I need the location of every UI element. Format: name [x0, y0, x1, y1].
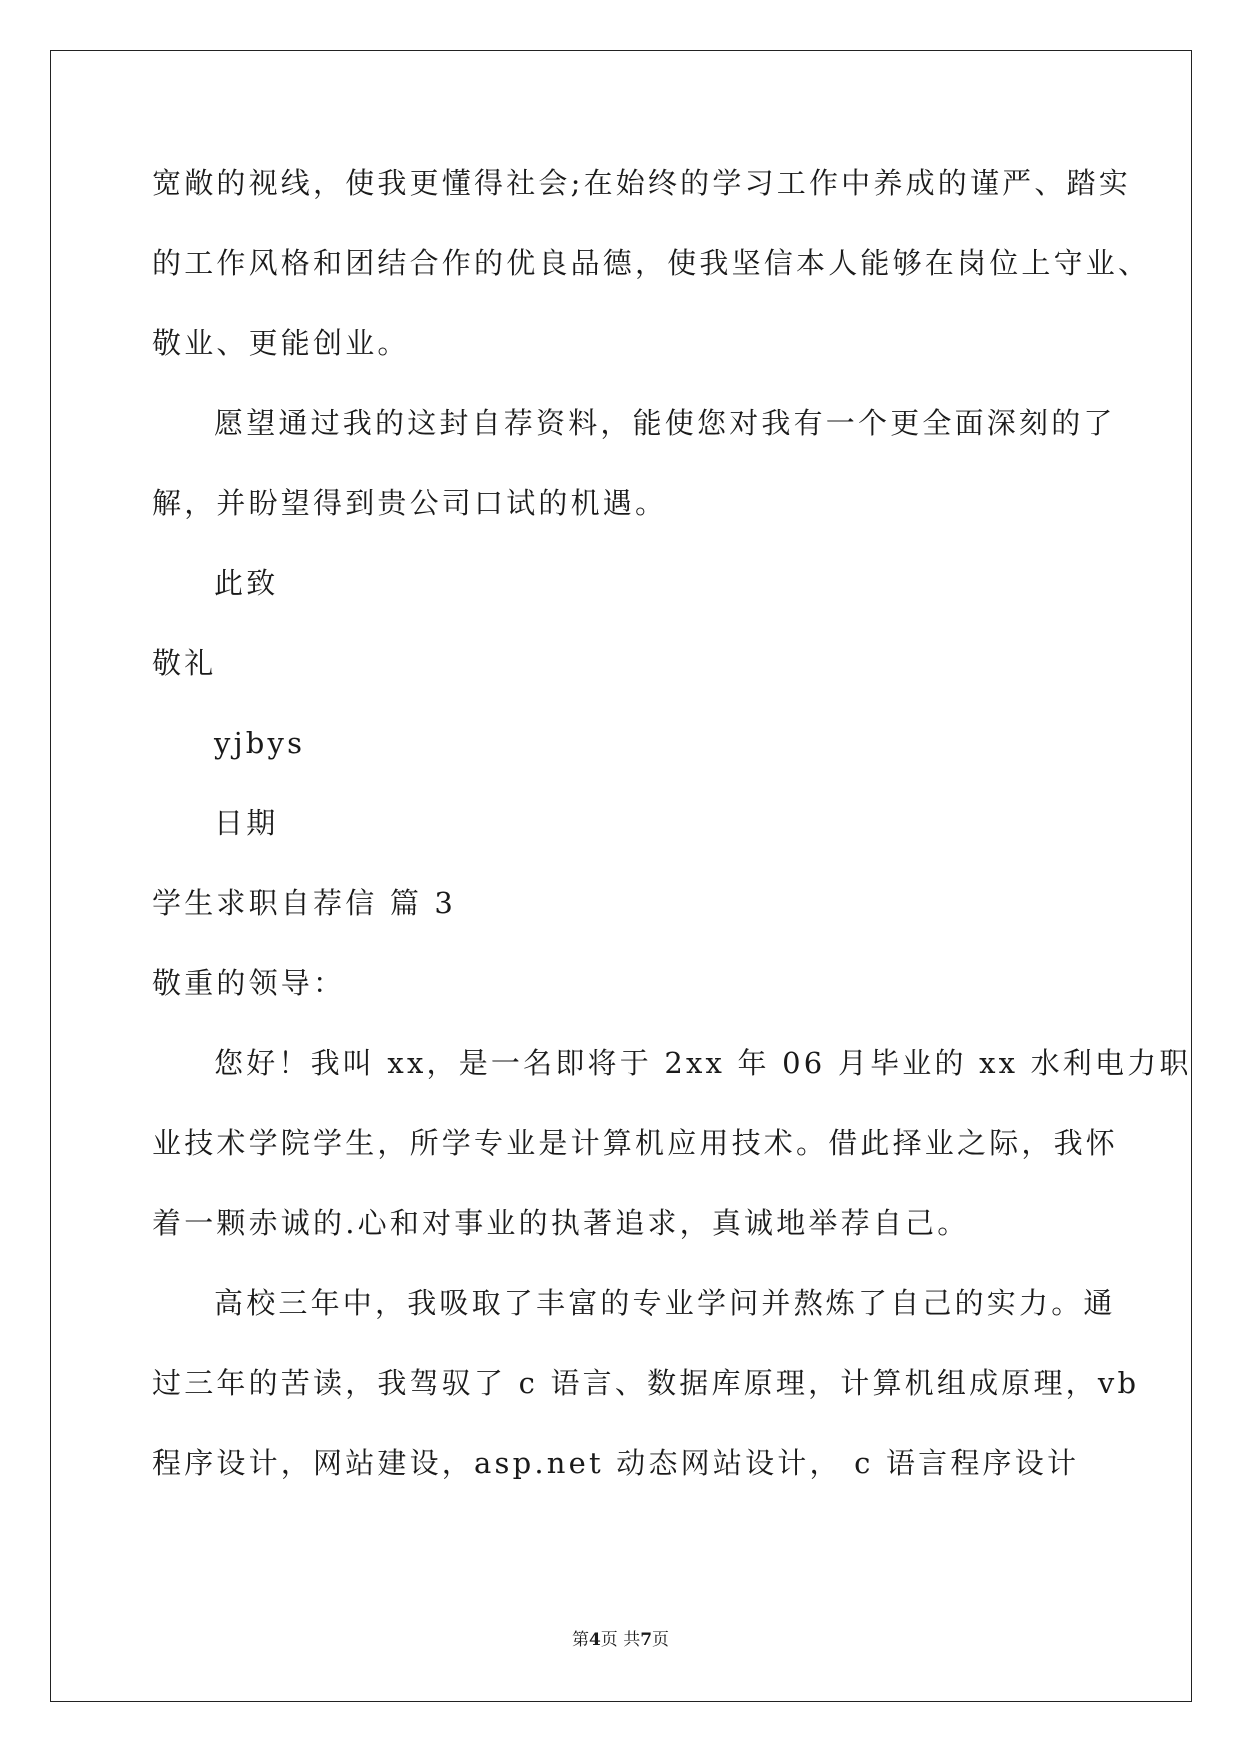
text-line: 过三年的苦读，我驾驭了 c 语言、数据库原理，计算机组成原理，vb	[152, 1366, 1140, 1400]
text-line: 学生求职自荐信 篇 3	[152, 886, 457, 920]
footer-middle: 页 共	[600, 1630, 641, 1650]
document-body	[152, 166, 1192, 1528]
text-line: 着一颗赤诚的.心和对事业的执著追求，真诚地举荐自己。	[152, 1206, 970, 1240]
text-line: 此致	[214, 566, 279, 600]
text-line: 的工作风格和团结合作的优良品德，使我坚信本人能够在岗位上守业、	[152, 246, 1151, 280]
current-page-number: 4	[588, 1630, 601, 1650]
text-line: 日期	[214, 806, 279, 840]
page-footer	[0, 1625, 1241, 1650]
text-line: 敬业、更能创业。	[152, 326, 410, 360]
text-line: 高校三年中，我吸取了丰富的专业学问并熬炼了自己的实力。通	[214, 1286, 1116, 1320]
text-line: 您好！我叫 xx，是一名即将于 2xx 年 06 月毕业的 xx 水利电力职	[214, 1046, 1192, 1080]
text-line: 解，并盼望得到贵公司口试的机遇。	[152, 486, 668, 520]
total-page-number: 7	[640, 1630, 653, 1650]
footer-suffix: 页	[652, 1630, 670, 1650]
text-line: 愿望通过我的这封自荐资料，能使您对我有一个更全面深刻的了	[214, 406, 1116, 440]
footer-prefix: 第	[571, 1630, 589, 1650]
text-line: 程序设计，网站建设，asp.net 动态网站设计， c 语言程序设计	[152, 1446, 1080, 1480]
text-line: yjbys	[214, 726, 306, 760]
text-line: 敬重的领导：	[152, 966, 346, 1000]
text-line: 敬礼	[152, 646, 217, 680]
text-line: 宽敞的视线，使我更懂得社会;在始终的学习工作中养成的谨严、踏实	[152, 166, 1131, 200]
text-line: 业技术学院学生，所学专业是计算机应用技术。借此择业之际，我怀	[152, 1126, 1119, 1160]
